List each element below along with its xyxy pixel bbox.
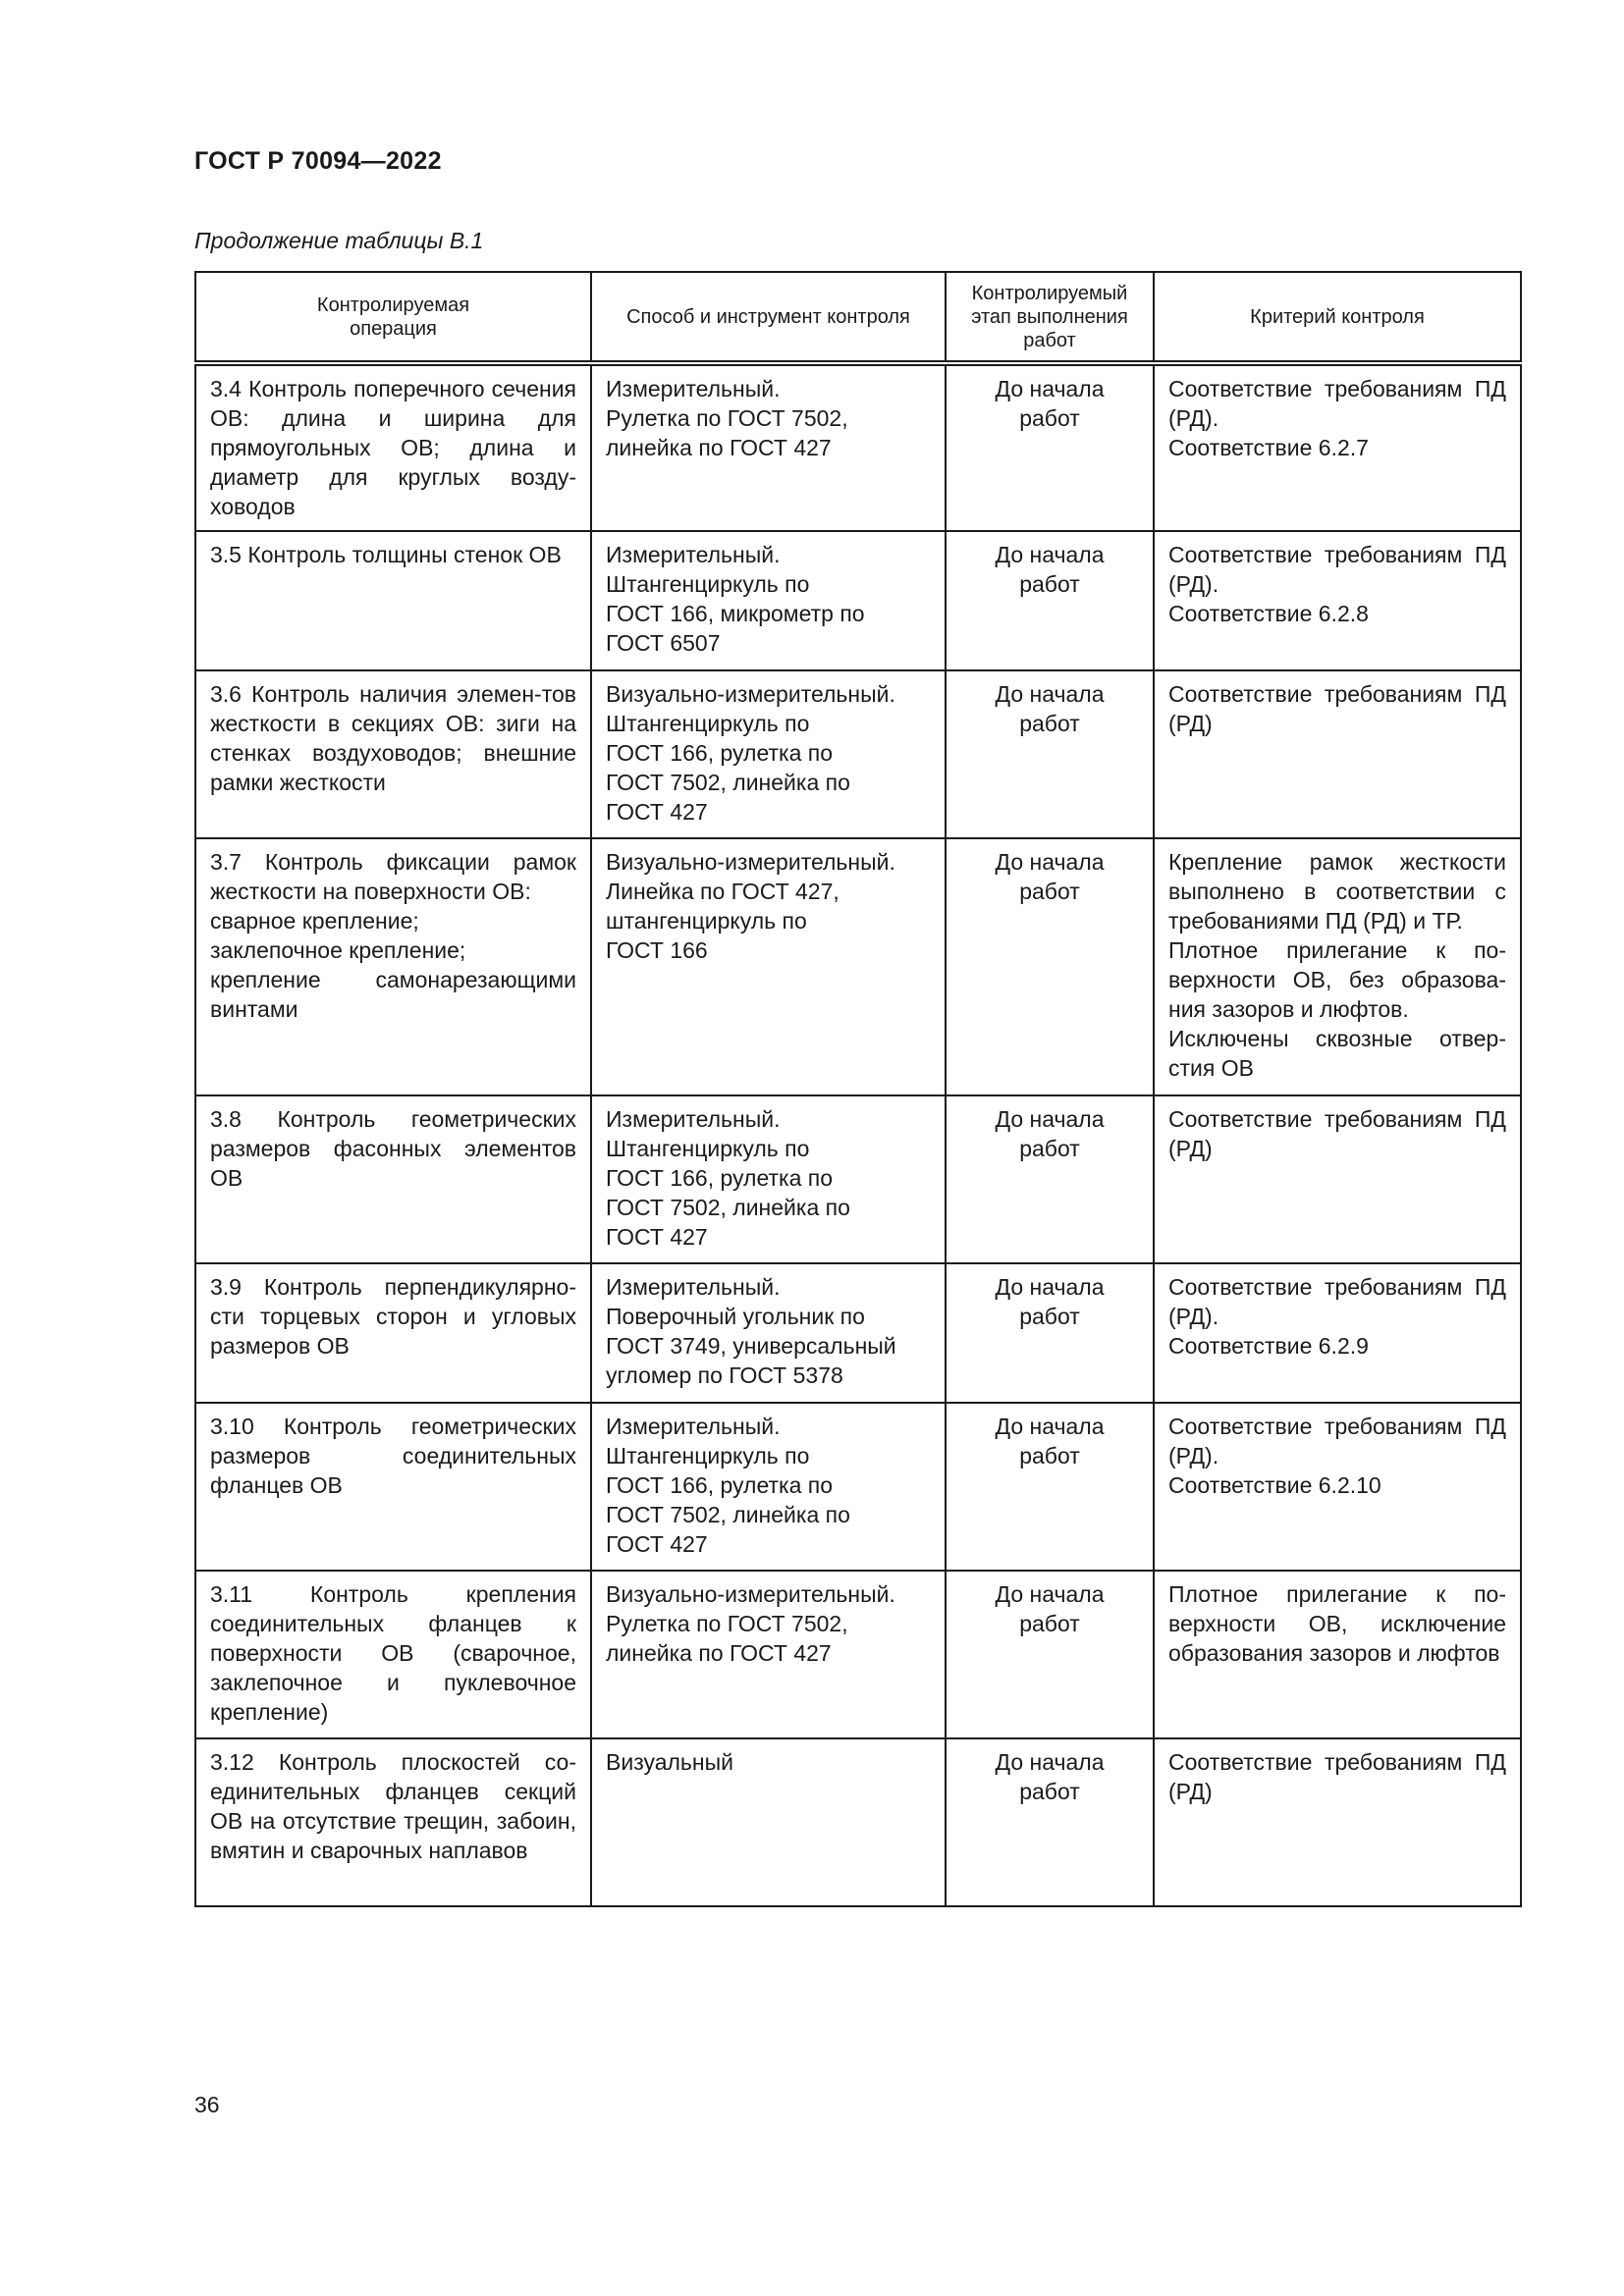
table-row	[195, 1095, 1521, 1263]
stage-cell: До начала работ	[946, 1571, 1154, 1738]
operation-cell: 3.4 Контроль поперечного сечения ОВ: длина и ширина для прямоугольных ОВ; длина и диаметр для круглых возду-ховодов	[195, 363, 591, 531]
method-cell: Измерительный. Штангенциркуль по ГОСТ 166, рулетка по ГОСТ 7502, линейка по ГОСТ 427	[591, 1095, 946, 1263]
criterion-cell: Соответствие требованиям ПД (РД)	[1154, 1095, 1521, 1263]
operation-cell: 3.12 Контроль плоскостей со-единительных фланцев секций ОВ на отсутствие трещин, забоин, вмятин и сварочных наплавов	[195, 1738, 591, 1906]
table-row	[195, 838, 1521, 1095]
table-row	[195, 363, 1521, 531]
stage-cell: До начала работ	[946, 670, 1154, 838]
operation-cell: 3.9 Контроль перпендикулярно-сти торцевых сторон и угловых размеров ОВ	[195, 1263, 591, 1403]
table-row	[195, 1403, 1521, 1571]
criterion-cell: Плотное прилегание к по-верхности ОВ, исключение образования зазоров и люфтов	[1154, 1571, 1521, 1738]
operation-cell: 3.7 Контроль фиксации рамок жесткости на поверхности ОВ: сварное крепление; заклепочное крепление; крепление самонарезающими винтами	[195, 838, 591, 1095]
stage-cell: До начала работ	[946, 1263, 1154, 1403]
table-row	[195, 1738, 1521, 1906]
control-table	[194, 271, 1522, 1907]
criterion-cell: Крепление рамок жесткости выполнено в соответствии с требованиями ПД (РД) и ТР. Плотное прилегание к по-верхности ОВ, без образова-ния зазоров и люфтов. Исключены сквозные отвер-стия ОВ	[1154, 838, 1521, 1095]
table-caption: Продолжение таблицы В.1	[194, 228, 484, 253]
stage-cell: До начала работ	[946, 838, 1154, 1095]
method-cell: Измерительный. Штангенциркуль по ГОСТ 166, микрометр по ГОСТ 6507	[591, 531, 946, 670]
column-header-stage: Контролируемый этап выполнения работ	[946, 272, 1154, 363]
operation-cell: 3.6 Контроль наличия элемен-тов жесткости в секциях ОВ: зиги на стенках воздуховодов; внешние рамки жесткости	[195, 670, 591, 838]
criterion-cell: Соответствие требованиям ПД (РД). Соответствие 6.2.10	[1154, 1403, 1521, 1571]
method-cell: Измерительный. Поверочный угольник по ГОСТ 3749, универсальный угломер по ГОСТ 5378	[591, 1263, 946, 1403]
method-cell: Измерительный. Рулетка по ГОСТ 7502, линейка по ГОСТ 427	[591, 363, 946, 531]
criterion-cell: Соответствие требованиям ПД (РД). Соответствие 6.2.8	[1154, 531, 1521, 670]
method-cell: Визуальный	[591, 1738, 946, 1906]
criterion-cell: Соответствие требованиям ПД (РД)	[1154, 1738, 1521, 1906]
column-header-method: Способ и инструмент контроля	[591, 272, 946, 363]
stage-cell: До начала работ	[946, 531, 1154, 670]
column-header-operation: Контролируемая операция	[195, 272, 591, 363]
criterion-cell: Соответствие требованиям ПД (РД)	[1154, 670, 1521, 838]
stage-cell: До начала работ	[946, 1095, 1154, 1263]
table-row	[195, 1263, 1521, 1403]
operation-cell: 3.8 Контроль геометрических размеров фасонных элементов ОВ	[195, 1095, 591, 1263]
table-row	[195, 531, 1521, 670]
table-row	[195, 670, 1521, 838]
stage-cell: До начала работ	[946, 363, 1154, 531]
method-cell: Визуально-измерительный. Штангенциркуль по ГОСТ 166, рулетка по ГОСТ 7502, линейка по ГОСТ 427	[591, 670, 946, 838]
table-header-row	[195, 272, 1521, 363]
document-code: ГОСТ Р 70094—2022	[194, 147, 442, 175]
stage-cell: До начала работ	[946, 1403, 1154, 1571]
table-row	[195, 1571, 1521, 1738]
criterion-cell: Соответствие требованиям ПД (РД). Соответствие 6.2.7	[1154, 363, 1521, 531]
stage-cell: До начала работ	[946, 1738, 1154, 1906]
method-cell: Визуально-измерительный. Рулетка по ГОСТ 7502, линейка по ГОСТ 427	[591, 1571, 946, 1738]
column-header-criterion: Критерий контроля	[1154, 272, 1521, 363]
method-cell: Измерительный. Штангенциркуль по ГОСТ 166, рулетка по ГОСТ 7502, линейка по ГОСТ 427	[591, 1403, 946, 1571]
operation-cell: 3.11 Контроль крепления соединительных фланцев к поверхности ОВ (сварочное, заклепочное и пуклевочное крепление)	[195, 1571, 591, 1738]
criterion-cell: Соответствие требованиям ПД (РД). Соответствие 6.2.9	[1154, 1263, 1521, 1403]
page-number: 36	[194, 2092, 220, 2117]
operation-cell: 3.10 Контроль геометрических размеров соединительных фланцев ОВ	[195, 1403, 591, 1571]
operation-cell: 3.5 Контроль толщины стенок ОВ	[195, 531, 591, 670]
method-cell: Визуально-измерительный. Линейка по ГОСТ 427, штангенциркуль по ГОСТ 166	[591, 838, 946, 1095]
